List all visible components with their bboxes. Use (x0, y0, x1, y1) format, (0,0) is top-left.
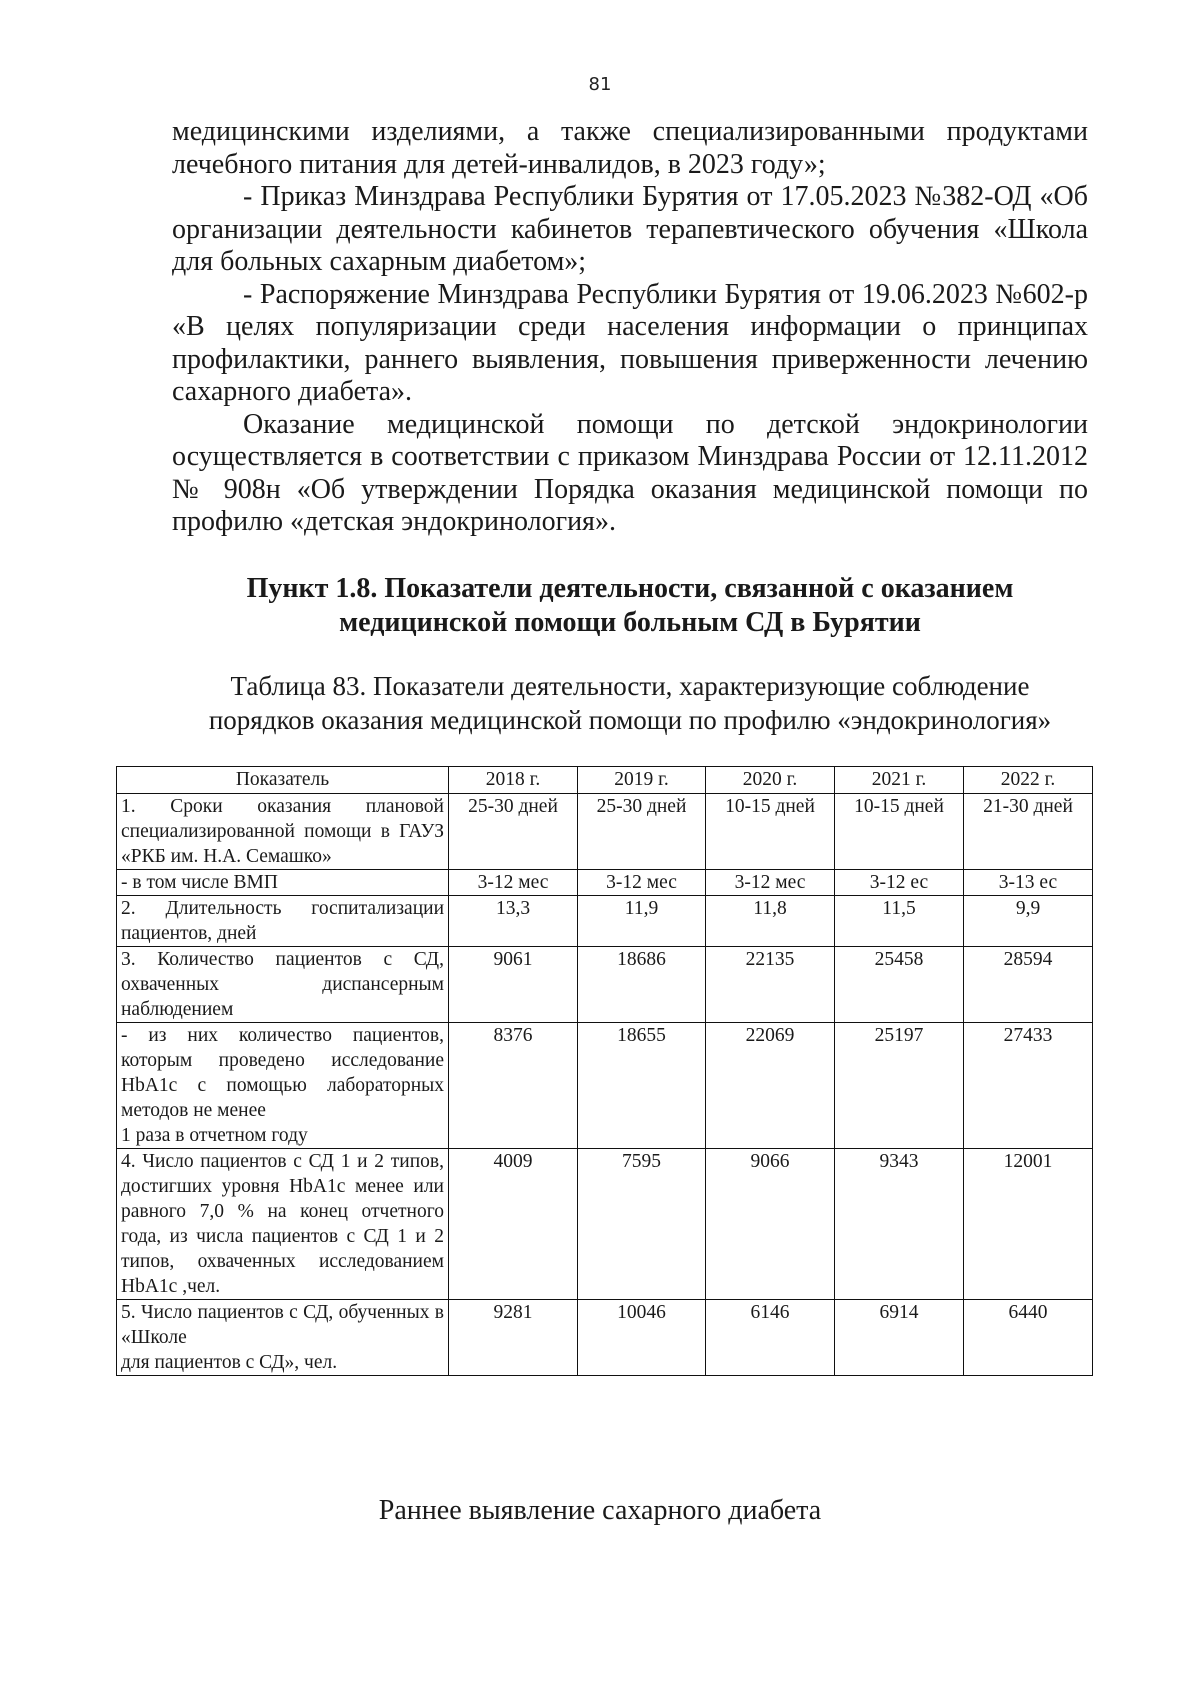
paragraph-order-382: - Приказ Минздрава Республики Бурятия от 17.05.2023 №382-ОД «Об организации деятельности кабинетов терапевтического обучения «Школа для больных сахарным диабетом»; (172, 181, 1088, 277)
row-label: - в том числе ВМП (117, 870, 449, 896)
cell-2019: 18686 (578, 947, 706, 1023)
next-section-title: Раннее выявление сахарного диабета (378, 1495, 822, 1526)
cell-2022: 21-30 дней (964, 794, 1093, 870)
cell-2020: 22135 (706, 947, 835, 1023)
cell-2019: 10046 (578, 1300, 706, 1376)
row-label-main: - из них количество пациентов, которым проведено исследование HbA1c с помощью лабораторных методов не менее (121, 1025, 444, 1121)
cell-2019: 25-30 дней (578, 794, 706, 870)
table-caption-line-1: Таблица 83. Показатели деятельности, характеризующие соблюдение (230, 671, 1030, 701)
section-heading-line-1: Пункт 1.8. Показатели деятельности, связанной с оказанием (246, 573, 1014, 604)
indicators-table-wrapper (116, 766, 1092, 1376)
cell-2020: 3-12 мес (706, 870, 835, 896)
section-heading (172, 572, 1088, 640)
cell-2021: 6914 (835, 1300, 964, 1376)
cell-2019: 3-12 мес (578, 870, 706, 896)
table-row (117, 1300, 1093, 1376)
cell-2022: 9,9 (964, 896, 1093, 947)
cell-2019: 7595 (578, 1149, 706, 1300)
table-caption-line-2: порядков оказания медицинской помощи по профилю «эндокринология» (208, 705, 1052, 735)
cell-2021: 11,5 (835, 896, 964, 947)
cell-2021: 3-12 ес (835, 870, 964, 896)
cell-2018: 3-12 мес (449, 870, 578, 896)
row-label-extra: 1 раза в отчетном году (121, 1125, 308, 1146)
row-label (117, 1023, 449, 1149)
header-2022: 2022 г. (964, 767, 1093, 794)
page-number: 81 (588, 74, 612, 95)
cell-2021: 10-15 дней (835, 794, 964, 870)
row-label: 4. Число пациентов с СД 1 и 2 типов, достигших уровня HbA1c менее или равного 7,0 % на конец отчетного года, из числа пациентов с СД 1 и 2 типов, охваченных исследованием HbA1c ,чел. (117, 1149, 449, 1300)
cell-2022: 6440 (964, 1300, 1093, 1376)
cell-2020: 6146 (706, 1300, 835, 1376)
cell-2019: 18655 (578, 1023, 706, 1149)
table-row (117, 870, 1093, 896)
header-2018: 2018 г. (449, 767, 578, 794)
table-row (117, 1149, 1093, 1300)
cell-2018: 9281 (449, 1300, 578, 1376)
header-2021: 2021 г. (835, 767, 964, 794)
paragraph-pediatric-endocrinology: Оказание медицинской помощи по детской эндокринологии осуществляется в соответствии с приказом Минздрава России от 12.11.2012 № 908н «Об утверждении Порядка оказания медицинской помощи по профилю «детская эндокринология». (172, 408, 1088, 537)
body-text (172, 116, 1088, 539)
cell-2021: 25197 (835, 1023, 964, 1149)
cell-2020: 9066 (706, 1149, 835, 1300)
table-header-row (117, 767, 1093, 794)
header-indicator: Показатель (117, 767, 449, 794)
cell-2022: 12001 (964, 1149, 1093, 1300)
header-2019: 2019 г. (578, 767, 706, 794)
cell-2018: 25-30 дней (449, 794, 578, 870)
table-row (117, 794, 1093, 870)
cell-2020: 22069 (706, 1023, 835, 1149)
cell-2019: 11,9 (578, 896, 706, 947)
row-label: 3. Количество пациентов с СД, охваченных диспансерным наблюдением (117, 947, 449, 1023)
cell-2018: 13,3 (449, 896, 578, 947)
row-label (117, 1300, 449, 1376)
table-caption (130, 669, 1130, 737)
paragraph-continuation: медицинскими изделиями, а также специализированными продуктами лечебного питания для детей-инвалидов, в 2023 году»; (172, 116, 1088, 180)
indicators-table (116, 766, 1093, 1376)
table-row (117, 1023, 1093, 1149)
row-label: 2. Длительность госпитализации пациентов, дней (117, 896, 449, 947)
cell-2020: 10-15 дней (706, 794, 835, 870)
table-row (117, 947, 1093, 1023)
row-label-main: 5. Число пациентов с СД, обученных в «Школе (121, 1302, 444, 1348)
cell-2022: 27433 (964, 1023, 1093, 1149)
cell-2022: 28594 (964, 947, 1093, 1023)
cell-2022: 3-13 ес (964, 870, 1093, 896)
cell-2021: 25458 (835, 947, 964, 1023)
row-label: 1. Сроки оказания плановой специализированной помощи в ГАУЗ «РКБ им. Н.А. Семашко» (117, 794, 449, 870)
section-heading-line-2: медицинской помощи больным СД в Бурятии (339, 607, 921, 638)
cell-2018: 9061 (449, 947, 578, 1023)
cell-2018: 4009 (449, 1149, 578, 1300)
cell-2020: 11,8 (706, 896, 835, 947)
table-row (117, 896, 1093, 947)
cell-2018: 8376 (449, 1023, 578, 1149)
paragraph-decree-602: - Распоряжение Минздрава Республики Бурятия от 19.06.2023 №602-р «В целях популяризации среди населения информации о принципах профилактики, раннего выявления, повышения приверженности лечению сахарного диабета». (172, 278, 1088, 407)
row-label-extra: для пациентов с СД», чел. (121, 1352, 338, 1373)
cell-2021: 9343 (835, 1149, 964, 1300)
header-2020: 2020 г. (706, 767, 835, 794)
